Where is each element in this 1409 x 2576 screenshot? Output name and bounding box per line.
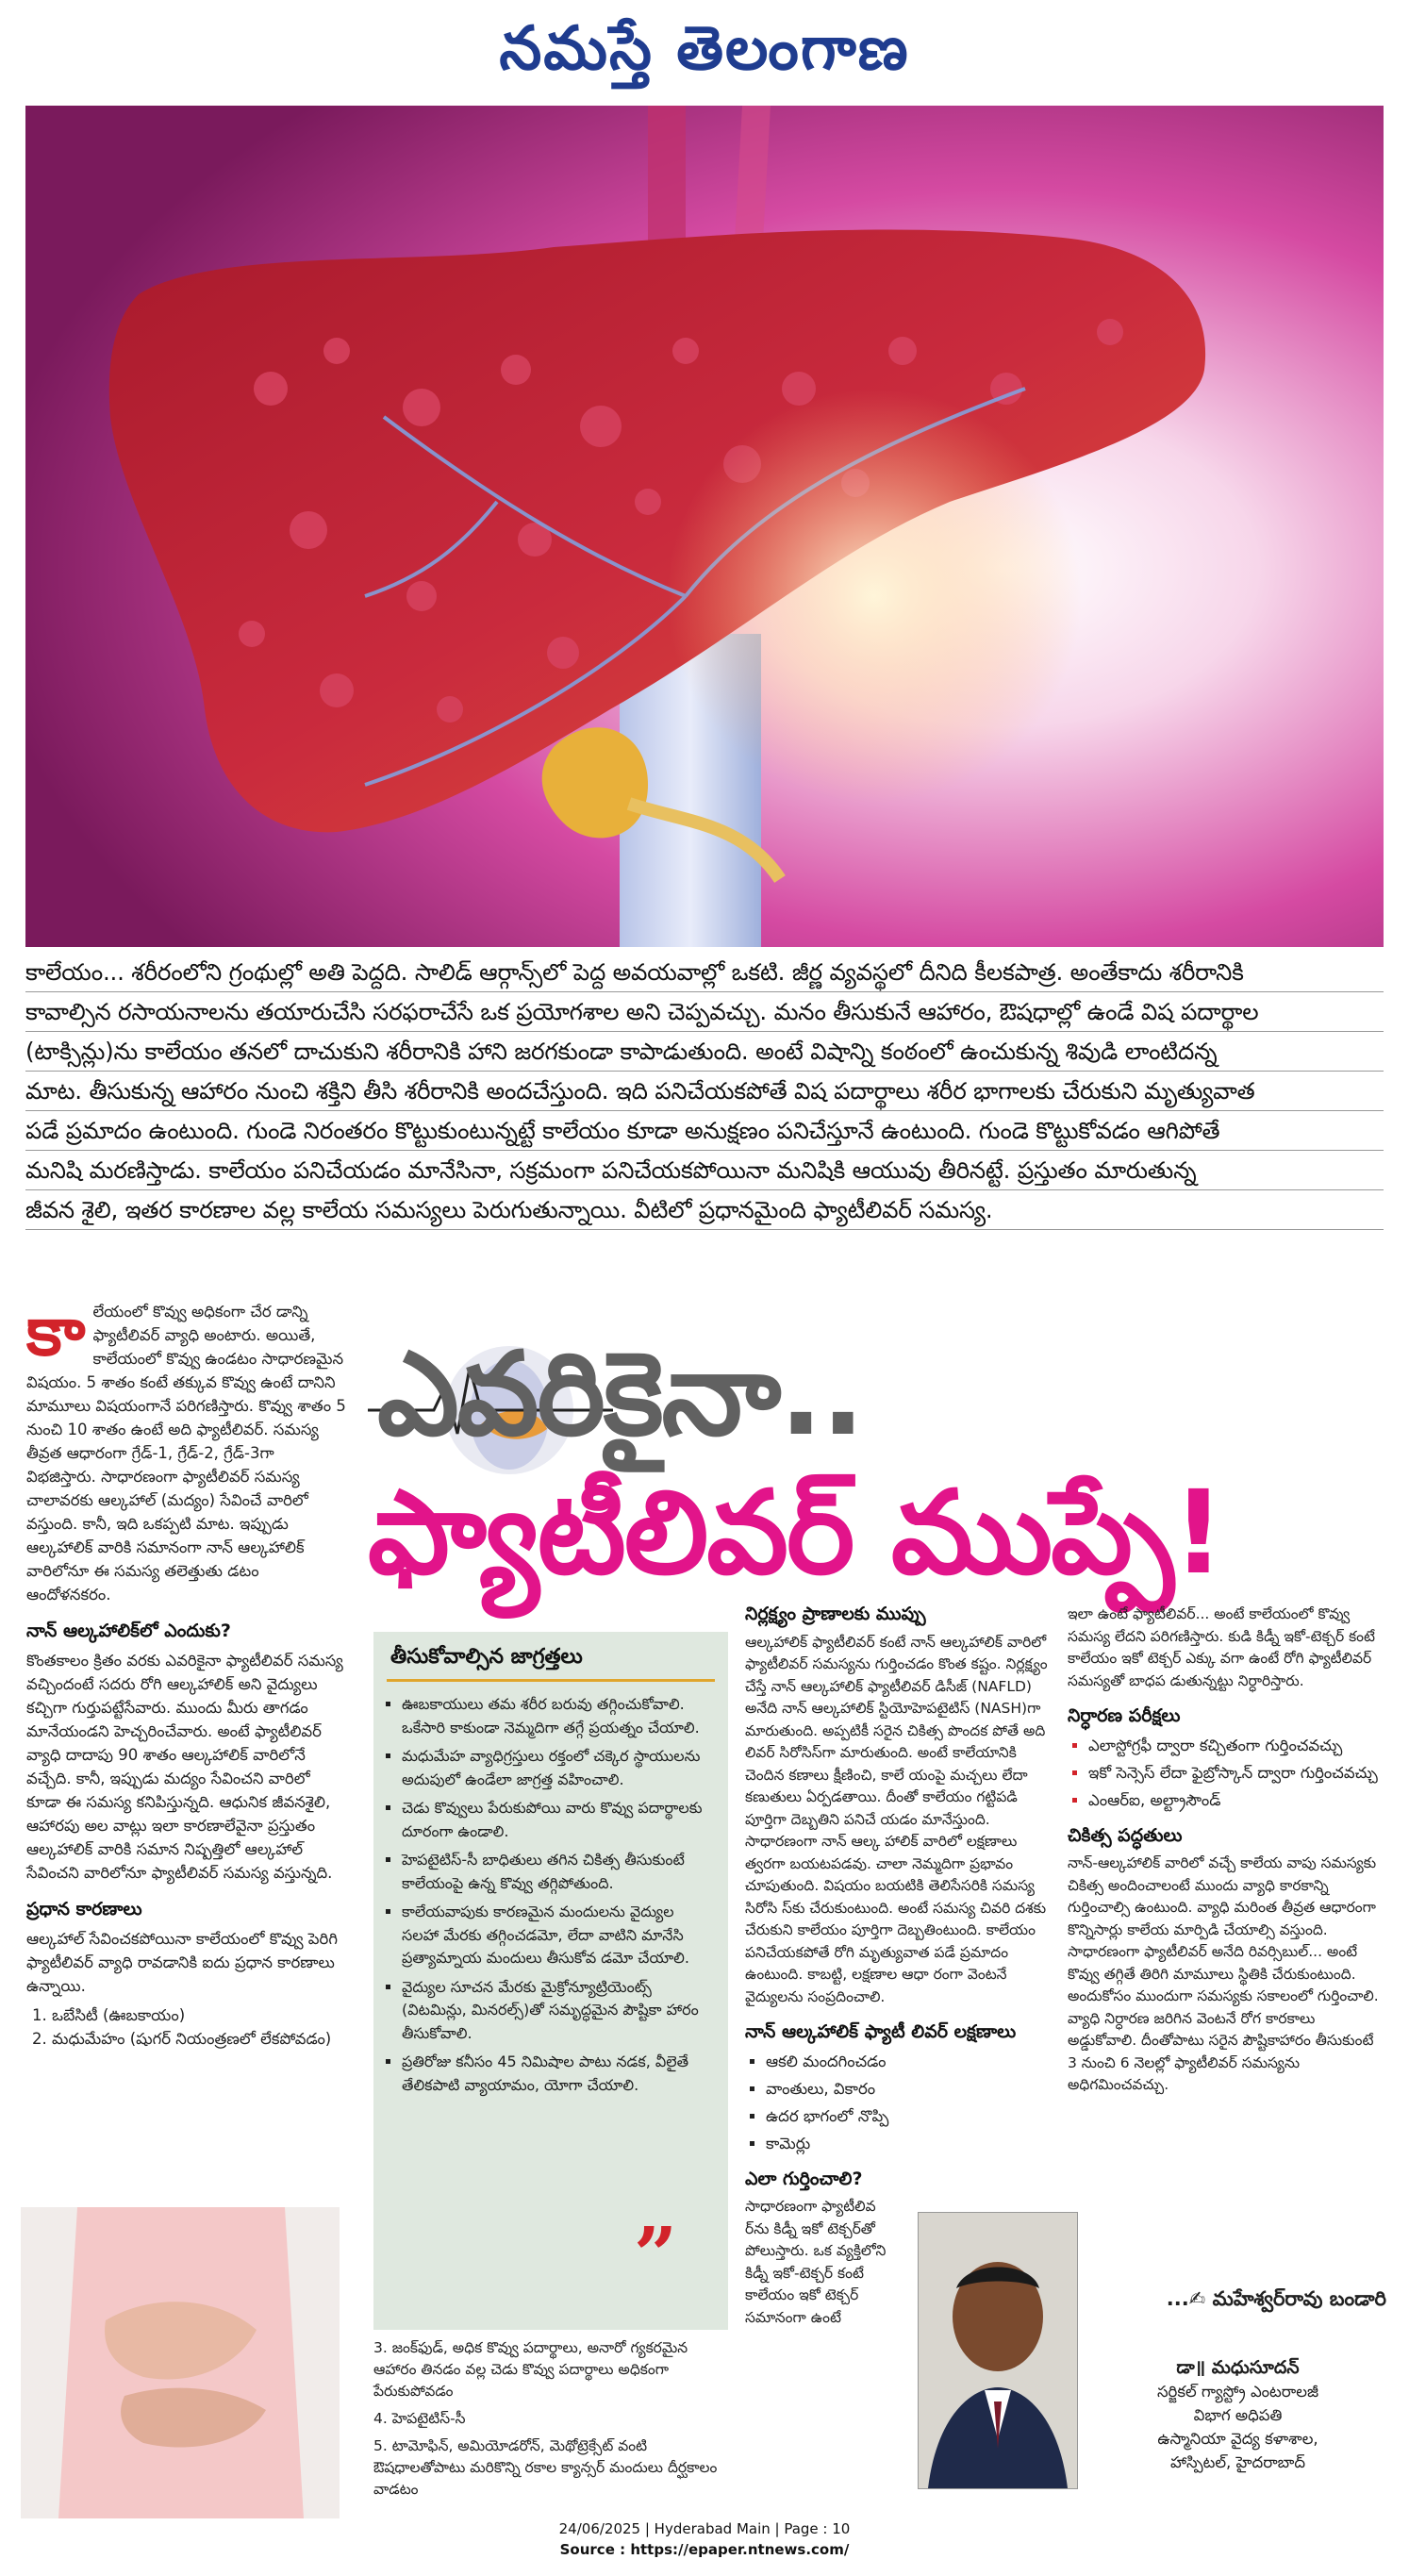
- doctor-hospital: హాస్పిటల్, హైదరాబాద్: [1169, 2453, 1306, 2471]
- col3-subhead-1: నిర్లక్ష్యం ప్రాణాలకు ముప్పు: [745, 1604, 926, 1624]
- liver-illustration: [25, 106, 1384, 947]
- test-item: ▪ ఎలాస్టోగ్రఫీ ద్వారా కచ్చితంగా గుర్తించవచ్చు: [1088, 1734, 1386, 1757]
- cause-item: 3. జంక్‌ఫుడ్, అధిక కొవ్వు పదార్థాలు, అనారో గ్యకరమైన ఆహారం తినడం వల్ల చెడు కొవ్వు పదార్థాలు అధికంగా పేరుకుపోవడం: [373, 2339, 688, 2400]
- test-item: ▪ ఎంఆర్ఐ, అల్ట్రాసౌండ్: [1088, 1788, 1386, 1812]
- col1-para-1: [26, 1290, 347, 1606]
- col4-subhead-3: చికిత్స పద్ధతులు: [1068, 1824, 1183, 1846]
- intro-line: పడే ప్రమాదం ఉంటుంది. గుండె నిరంతరం కొట్టుకుంటున్నట్టే కాలేయం కూడా అనుక్షణం పనిచేస్తూనే ఉంటుంది. గుండె కొట్టుకోవడం ఆగిపోతే: [25, 1111, 1384, 1151]
- tests-list: [1068, 1734, 1386, 1812]
- col1-para-2: కొంతకాలం క్రితం వరకు ఎవరికైనా ఫ్యాటీలివర్ సమస్య వచ్చిందంటే సదరు రోగి ఆల్కహాలిక్ అని వైద్యులు కచ్చిగా గుర్తుపట్టేసేవారు. ముందు మీరు తాగడం మానేయండని హెచ్చరించేవారు. అంటే ఫ్యాటీలివర్ వ్యాధి దాదాపు 90 శాతం ఆల్కహాలిక్ వారిలోనే వచ్చేది. కానీ, ఇప్పుడు మద్యం సేవించని వారిలో కూడా ఈ సమస్య కనిపిస్తున్నది. ఆధునిక జీవనశైలి, ఆహారపు అల వాట్లు ఇలా కారణాలేవైనా ప్రస్తుతం ఆల్కహాలిక్ వారికి సమాన నిష్పత్తిలో ఆల్కహాల్ సేవించని వారిలోనూ ఫ్యాటీలివర్ సమస్య వస్తున్నది.: [26, 1652, 343, 1882]
- doctor-photo: [918, 2212, 1078, 2489]
- col1-text: లేయంలో కొవ్వు అధికంగా చేర డాన్ని ఫ్యాటీలివర్ వ్యాధి అంటారు. అయితే, కాలేయంలో కొవ్వు ఉండటం సాధారణమైన విషయం. 5 శాతం కంటే తక్కువ కొవ్వు ఉంటే దానిని మామూలు విషయంగానే పరిగణిస్తారు. కొవ్వు శాతం 5 నుంచి 10 శాతం ఉంటే అది ఫ్యాటీలివర్. సమస్య తీవ్రత ఆధారంగా గ్రేడ్-1, గ్రేడ్-2, గ్రేడ్-3గా విభజిస్తారు. సాధారణంగా ఫ్యాటీలివర్ సమస్య చాలావరకు ఆల్కహాల్ (మద్యం) సేవించే వారిలో వస్తుంది. కానీ, ఇది ఒకప్పటి మాట. ఇప్పుడు ఆల్కహాలిక్ వారికి సమానంగా నాన్ ఆల్కహాలిక్ వారిలోనూ ఈ సమస్య తలెత్తుతు డటం ఆందోళనకరం.: [26, 1303, 346, 1604]
- symptoms-list: [745, 2050, 1056, 2155]
- hero-liver-illustration: [25, 106, 1384, 947]
- symptom-item: ▪ ఆకలి మందగించడం: [766, 2050, 1056, 2073]
- col4-subhead-2: నిర్ధారణ పరీక్షలు: [1068, 1705, 1181, 1726]
- col3-para-1: ఆల్కహాలిక్ ఫ్యాటీలివర్ కంటే నాన్ ఆల్కహాలిక్ వారిలో ఫ్యాటీలివర్ సమస్యను గుర్తించడం కొంత కష్టం. నిర్లక్ష్యం చేస్తే నాన్ ఆల్కహాలిక్ ఫ్యాటీలివర్ డిసీజ్ (NAFLD) అనేది నాన్ ఆల్కహాలిక్ స్టియోహెపటైటిస్ (NASH)గా మారుతుంది. అప్పటికీ సరైన చికిత్స పొందక పోతే అది లివర్ సిరోసిస్‌గా మారుతుంది. అంటే కాలేయానికి చెందిన కణాలు క్షీణించి, కాలే యంపై మచ్చలు లేదా కణుతులు ఏర్పడతాయి. దీంతో కాలేయం గట్టిపడి పూర్తిగా దెబ్బతిని పనిచే యడం మానేస్తుంది. సాధారణంగా నాన్ ఆల్క హాలిక్ వారిలో లక్షణాలు త్వరగా బయటపడవు. చాలా నెమ్మదిగా ప్రభావం చూపుతుంది. విషయం బయటికి తెలిసేసరికి సమస్య సిరోసి స్‌కు చేరుకుంటుంది. అంటే సమస్య చివరి దశకు చేరుకుని కాలేయం పూర్తిగా దెబ్బతింటుంది. కాలేయం పనిచేయకపోతే రోగి మృత్యువాత పడే ప్రమాదం ఉంటుంది. కాబట్టి, లక్షణాల ఆధా రంగా వెంటనే వైద్యులను సంప్రదించాలి.: [745, 1633, 1048, 2005]
- headline-line-2: ఫ్యాటీలివర్ ముప్పే!: [368, 1466, 1223, 1600]
- precaution-item: ▪ వైద్యుల సూచన మేరకు మైక్రోన్యూట్రియెంట్స్ (విటమిన్లు, మినరల్స్)తో సమృద్ధమైన పౌష్టికా హారం తీసుకోవాలి.: [402, 1976, 715, 2046]
- column-2-bottom: [373, 2337, 728, 2506]
- col1-subhead-2: నాన్ ఆల్కహాలిక్‌లో ఎందుకు?: [26, 1620, 231, 1641]
- precaution-item: ▪ హెపటైటిస్-సీ బాధితులు తగిన చికిత్స తీసుకుంటే కాలేయంపై ఉన్న కొవ్వు తగ్గిపోతుంది.: [402, 1849, 715, 1895]
- doctor-credit: [1089, 2356, 1386, 2474]
- footer-date-edition: 24/06/2025 | Hyderabad Main | Page : 10: [558, 2520, 851, 2537]
- precaution-item: ▪ మధుమేహ వ్యాధిగ్రస్తులు రక్తంలో చక్కెర స్థాయులను అదుపులో ఉండేలా జాగ్రత్త వహించాలి.: [402, 1745, 715, 1791]
- intro-line: మనిషి మరణిస్తాడు. కాలేయం పనిచేయడం మానేసినా, సక్రమంగా పనిచేయకపోయినా మనిషికి ఆయువు తీరినట్టే. ప్రస్తుతం మారుతున్న: [25, 1151, 1384, 1190]
- col3-para-3: సాధారణంగా ఫ్యాటీలివ ర్‌ను కిడ్నీ ఇకో టెక్చర్‌తో పోలుస్తారు. ఒక వ్యక్తిలోని కిడ్నీ ఇకో-టెక్చర్ కంటే కాలేయం ఇకో టెక్చర్ సమానంగా ఉంటే: [745, 2198, 887, 2326]
- doctor-college: ఉస్మానియా వైద్య కళాశాల,: [1157, 2430, 1318, 2448]
- col1-para-3: ఆల్కహాల్ సేవించకపోయినా కాలేయంలో కొవ్వు పెరిగి ఫ్యాటీలివర్ వ్యాధి రావడానికి ఐదు ప్రధాన కారణాలు ఉన్నాయి.: [26, 1930, 338, 1995]
- quote-mark-icon: ”: [634, 2210, 678, 2299]
- doctor-name: డా॥ మధుసూదన్: [1176, 2357, 1300, 2378]
- footer-source: Source : https://epaper.ntnews.com/: [559, 2541, 850, 2558]
- symptom-item: ▪ ఉదర భాగంలో నొప్పి: [766, 2104, 1056, 2128]
- precautions-list: [373, 1693, 728, 2097]
- cause-item: 2. మధుమేహం (షుగర్ నియంత్రణలో లేకపోవడం): [32, 2030, 332, 2048]
- intro-line: కాలేయం... శరీరంలోని గ్రంథుల్లో అతి పెద్దది. సాలిడ్ ఆర్గాన్స్‌లో పెద్ద అవయవాల్లో ఒకటి. జీర్ణ వ్యవస్థలో దీనిది కీలకపాత్ర. అంతేకాదు శరీరానికి: [25, 953, 1384, 992]
- intro-line: జీవన శైలి, ఇతర కారణాల వల్ల కాలేయ సమస్యలు పెరుగుతున్నాయి. వీటిలో ప్రధానమైంది ఫ్యాటీలివర్ సమస్య.: [25, 1190, 1384, 1230]
- col4-para-1: ఇలా ఉంటే ఫ్యాటీలివర్... అంటే కాలేయంలో కొవ్వు సమస్య లేదని పరిగణిస్తారు. కుడి కిడ్నీ ఇకో-టెక్చర్ కంటే కాలేయం ఇకో టెక్చర్ ఎక్కు వగా ఉంటే రోగి ఫ్యాటీలివర్ సమస్యతో బాధప డుతున్నట్టు నిర్ధారిస్తారు.: [1068, 1605, 1375, 1689]
- column-4: [1068, 1604, 1386, 2102]
- symptom-item: ▪ కామెర్లు: [766, 2132, 1056, 2155]
- cause-item: 4. హెపటైటిస్-సీ: [373, 2410, 466, 2427]
- precaution-item: ▪ చెడు కొవ్వులు పేరుకుపోయి వారు కొవ్వు పదార్థాలకు దూరంగా ఉండాలి.: [402, 1797, 715, 1843]
- masthead: [0, 0, 1409, 106]
- col3-subhead-3: ఎలా గుర్తించాలి?: [745, 2168, 863, 2189]
- intro-line: కావాల్సిన రసాయనాలను తయారుచేసి సరఫరాచేసే ఒక ప్రయోగశాల అని చెప్పవచ్చు. మనం తీసుకునే ఆహారం, ఔషధాల్లో ఉండే విష పదార్థాల: [25, 992, 1384, 1032]
- doctor-role: విభాగ అధిపతి: [1193, 2406, 1283, 2424]
- dropcap: కా: [26, 1290, 86, 1371]
- intro-line: మాట. తీసుకున్న ఆహారం నుంచి శక్తిని తీసి శరీరానికి అందచేస్తుంది. ఇది పనిచేయకపోతే విష పదార్థాలు శరీర భాగాలకు చేరుకుని మృత్యువాత: [25, 1072, 1384, 1111]
- doctor-dept: సర్జికల్ గ్యాస్ట్రో ఎంటరాలజీ: [1156, 2383, 1319, 2401]
- symptom-item: ▪ వాంతులు, వికారం: [766, 2077, 1056, 2101]
- belly-pain-photo: [21, 2207, 340, 2518]
- precaution-item: ▪ కాలేయవాపుకు కారణమైన మందులను వైద్యుల సలహా మేరకు తగ్గించడమో, లేదా వాటిని మానేసి ప్రత్యామ్నాయ మందులు తీసుకోవ డమో చేయాలి.: [402, 1901, 715, 1970]
- col1-subhead-3: ప్రధాన కారణాలు: [26, 1899, 142, 1920]
- intro-line: (టాక్సిన్లు)ను కాలేయం తనలో దాచుకుని శరీరానికి హాని జరగకుండా కాపాడుతుంది. అంటే విషాన్ని కంఠంలో ఉంచుకున్న శివుడి లాంటిదన్న: [25, 1032, 1384, 1072]
- test-item: ▪ ఇకో సెన్సెస్ లేదా ఫైబ్రోస్కాన్ ద్వారా గుర్తించవచ్చు: [1088, 1761, 1386, 1785]
- newspaper-title: నమస్తే తెలంగాణ: [499, 13, 910, 84]
- author-byline: ...✍ మహేశ్వర్‌రావు బండారి: [1166, 2287, 1386, 2310]
- precautions-title: తీసుకోవాల్సిన జాగ్రత్తలు: [387, 1632, 715, 1682]
- column-1: [26, 1290, 347, 2051]
- precaution-item: ▪ ప్రతిరోజు కనీసం 45 నిమిషాల పాటు నడక, వీలైతే తేలికపాటి వ్యాయామం, యోగా చేయాలి.: [402, 2051, 715, 2097]
- intro-paragraph: [25, 953, 1384, 1230]
- precaution-item: ▪ ఊబకాయులు తమ శరీర బరువు తగ్గించుకోవాలి. ఒకేసారి కాకుండా నెమ్మదిగా తగ్గే ప్రయత్నం చేయాలి.: [402, 1693, 715, 1739]
- page-footer: [0, 2518, 1409, 2560]
- cause-item: 5. టామోఫిన్, అమియోడరోన్, మెథోట్రెక్సేట్ వంటి ఔషధాలతోపాటు మరికొన్ని రకాల క్యాన్సర్ మందులు దీర్ఘకాలం వాడటం: [373, 2437, 718, 2498]
- cause-item: 1. ఒబేసిటీ (ఊబకాయం): [32, 2006, 186, 2024]
- col3-subhead-2: నాన్ ఆల్కహాలిక్ ఫ్యాటీ లివర్ లక్షణాలు: [745, 2021, 1017, 2042]
- headline-line-1: ఎవరికైనా..: [377, 1327, 863, 1461]
- col4-para-3: నాన్-ఆల్కహాలిక్ వారిలో వచ్చే కాలేయ వాపు సమస్యకు చికిత్స అందించాలంటే ముందు వ్యాధి కారకాన్ని గుర్తించాల్సి ఉంటుంది. వ్యాధి మరింత తీవ్రత ఆధారంగా కొన్నిసార్లు కాలేయ మార్పిడి చేయాల్సి వస్తుంది. సాధారణంగా ఫ్యాటీలివర్ అనేది రివర్సిబుల్... అంటే కొవ్వు తగ్గితే తిరిగి మామూలు స్థితికి చేరుకుంటుంది. అందుకోసం ముందుగా సమస్యకు సకాలంలో గుర్తించాలి. వ్యాధి నిర్ధారణ జరిగిన వెంటనే రోగ కారకాలు అడ్డుకోవాలి. దీంతోపాటు సరైన పౌష్టికాహారం తీసుకుంటే 3 నుంచి 6 నెలల్లో ఫ్యాటీలివర్ సమస్యను అధిగమించవచ్చు.: [1068, 1854, 1379, 2093]
